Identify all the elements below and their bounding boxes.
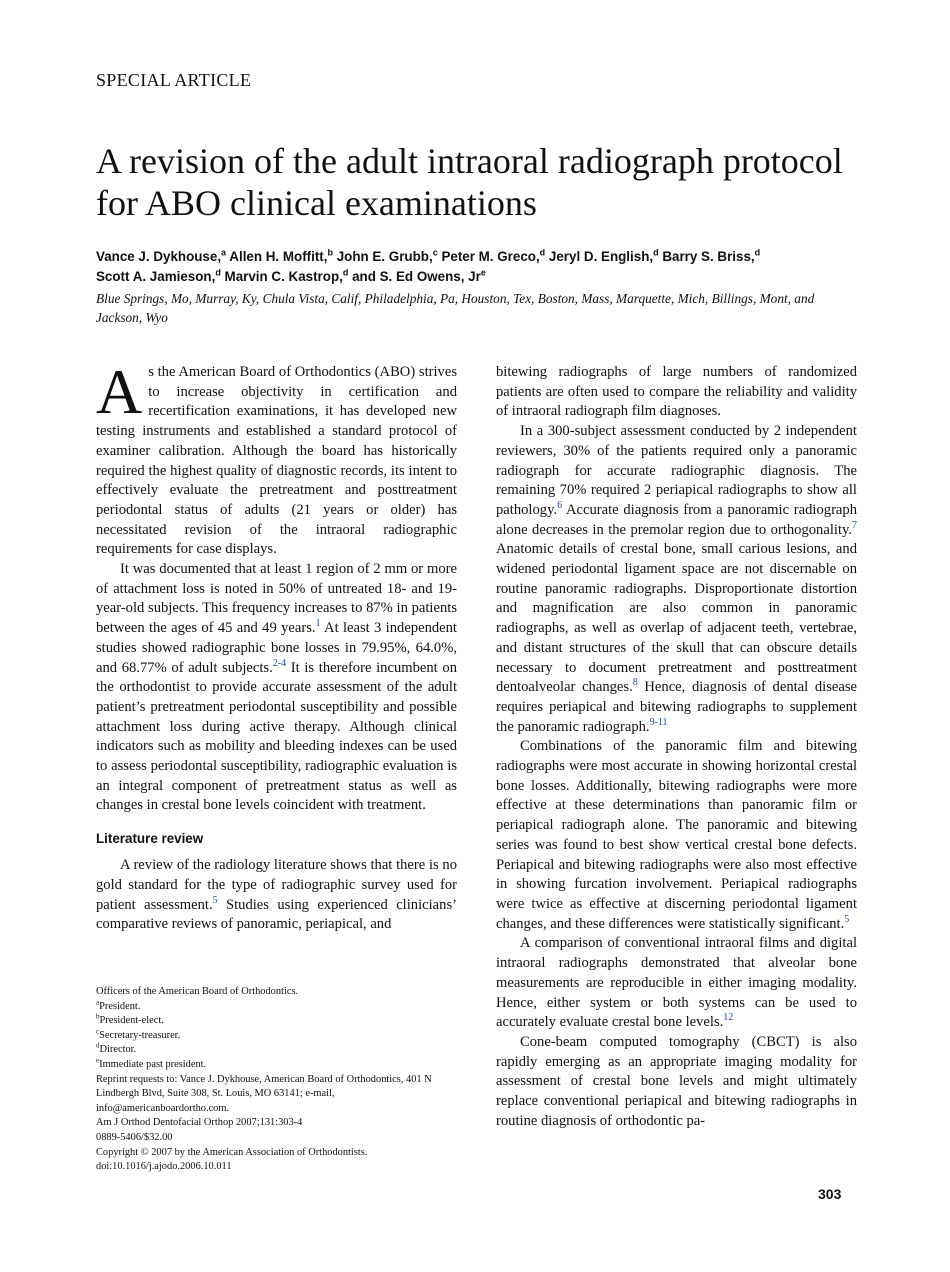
paragraph-text: It was documented that at least 1 region of 2 mm or more of attachment loss is noted in 50% of untreated 18- and 19-year-old subjects. This frequency increases to 87% in patients between the ages of 45 and 49 years. [96,561,457,637]
body-paragraph: Cone-beam computed tomography (CBCT) is also rapidly emerging as an appropriate imaging modality for assessment of crestal bone levels and might ultimately replace conventional periapical and bitewing radiographs in routine diagnosis of orthodontic pa- [496,1033,857,1129]
body-paragraph [496,422,857,737]
section-label: SPECIAL ARTICLE [96,70,252,90]
reference-link[interactable]: 12 [723,1012,734,1024]
paragraph-text: In a 300-subject assessment conducted by 2 independent reviewers, 30% of the patients required only a panoramic radiograph for accurate radiographic diagnosis. The remaining 70% required 2 periapical radiographs to show all pathology. [496,423,857,518]
author-affiliation-mark: d [342,267,349,278]
footnote-doi[interactable]: doi:10.1016/j.ajodo.2006.10.011 [96,1161,232,1173]
footnote-role [96,1043,457,1058]
footnote-copyright: Copyright © 2007 by the American Association of Orthodontists. [96,1146,368,1158]
author-affiliation-mark: e [480,267,486,278]
paragraph-text: s the American Board of Orthodontics (ABO) strives to increase objectivity in certification and recertification examinations, it has developed new testing instruments and established a standard protocol of examiner calibration. Although the board has historically required the highest quality of diagnostic records, its intent to effectively evaluate the pretreatment and posttreatment periodontal status of adults (21 years or older) has necessitated revision of the intraoral radiographic requirements for case displays. [96,364,457,558]
author-affiliation-mark: a [221,247,227,258]
left-column [96,356,457,935]
paragraph-text: Combinations of the panoramic film and bitewing radiographs were most accurate in showing horizontal crestal bone losses. Additionally, bitewing radiographs were more effective at these determinations than panoramic film or periapical radiograph alone. The panoramic and bitewing series was found to best show vertical crestal bone defects. Periapical and bitewing radiographs were also most effective in showing furcation involvement. Periapical radiographs were twice as effective at discerning periodontal ligament changes, and these differences were statistically significant. [496,738,857,932]
footnote-mark: a [96,998,100,1007]
footnote-role [96,1014,457,1029]
body-paragraph [496,934,857,1033]
paragraph-text: It is therefore incumbent on the orthodontist to provide accurate assessment of the adult patient’s pretreatment periodontal susceptibility and possible attachment loss during active therapy. Although clinical indicators such as mobility and bleeding indexes can be used to assess periodontal susceptibility, radiographic evaluation is an integral component of pretreatment status as well as changes in crestal bone levels coincident with treatment. [96,659,457,814]
footnote-mark: c [96,1027,100,1036]
intro-paragraph [96,356,457,560]
footnotes [96,985,457,1175]
footnote-role [96,1058,457,1073]
footnote-issn: 0889-5406/$32.00 [96,1131,173,1143]
reference-link[interactable]: 8 [632,677,638,689]
article-title: A revision of the adult intraoral radiograph protocol for ABO clinical examinations [96,141,843,223]
paragraph-text: Hence, diagnosis of dental disease requires periapical and bitewing radiographs to supplement the panoramic radiograph. [496,679,858,735]
author-name: Scott A. Jamieson, [96,269,216,284]
reference-link[interactable]: 5 [844,913,850,925]
paragraph-text: At least 3 independent studies showed radiographic bone losses in 79.95%, 64.0%, and 68.77% of adult subjects. [96,620,457,676]
author-name: and S. Ed Owens, Jr [352,269,481,284]
body-paragraph [96,856,457,935]
author-name: Allen H. Moffitt, [229,249,328,264]
author-affiliation-mark: d [539,247,546,258]
paragraph-text: Anatomic details of crestal bone, small carious lesions, and widened periodontal ligament space are not discernable on routine panoramic radiographs. Disproportionate distortion and magnification are also common in panoramic radiographs, as well as overlap of adjacent teeth, vertebrae, and distant structures of the skull that can obscure details necessary to document pretreatment and posttreatment dentoalveolar changes. [496,541,857,696]
reference-link[interactable]: 2-4 [272,657,287,669]
footnote-officers: Officers of the American Board of Orthodontics. [96,986,299,997]
body-paragraph [496,737,857,934]
body-paragraph: bitewing radiographs of large numbers of randomized patients are often used to compare the reliability and validity of intraoral radiograph film diagnoses. [496,364,857,420]
author-name: Barry S. Briss, [662,249,755,264]
reference-link[interactable]: 1 [315,618,321,630]
author-affiliation-mark: d [754,247,761,258]
drop-cap: A [96,356,143,427]
section-heading: Literature review [96,831,204,847]
paragraph-text: A review of the radiology literature shows that there is no gold standard for the type of radiographic survey used for patient assessment. [96,857,457,913]
footnote-mark: d [96,1041,100,1050]
author-name: John E. Grubb, [336,249,433,264]
footnote-mark: b [96,1012,100,1021]
author-list [96,247,856,287]
reference-link[interactable]: 6 [557,500,563,512]
page-number: 303 [818,1186,842,1202]
paragraph-text: A comparison of conventional intraoral films and digital intraoral radiographs demonstrated that alveolar bone measurements are reproducible in either imaging modality. Hence, either system or both systems can be used to accurately evaluate crestal bone levels. [496,935,857,1031]
author-affiliation-mark: b [327,247,333,258]
author-affiliation-mark: d [653,247,659,258]
author-affiliations: Blue Springs, Mo, Murray, Ky, Chula Vista, Calif, Philadelphia, Pa, Houston, Tex, Boston, Mass, Marquette, Mich, Billings, Mont, and Jackson, Wyo [96,291,815,325]
author-name: Marvin C. Kastrop, [224,269,343,284]
footnote-role-text: Immediate past president. [99,1058,207,1070]
footnote-role [96,1000,457,1015]
footnote-reprint: Reprint requests to: Vance J. Dykhouse, American Board of Orthodontics, 401 N Lindbergh Blvd, Suite 308, St. Louis, MO 63141; e-mail, info@americanboardortho.com. [96,1073,432,1114]
footnote-citation: Am J Orthod Dentofacial Orthop 2007;131:303-4 [96,1117,303,1129]
paragraph-text: Accurate diagnosis from a panoramic radiograph alone decreases in the premolar region due to orthogonality. [496,501,857,538]
author-affiliation-mark: c [432,247,438,258]
body-paragraph [96,560,457,816]
author-name: Peter M. Greco, [441,249,540,264]
right-column [496,363,857,1131]
footnote-role-text: President-elect. [99,1015,164,1027]
author-name: Jeryl D. English, [548,249,654,264]
footnote-role-text: Director. [99,1044,137,1056]
paragraph-text: Studies using experienced clinicians’ comparative reviews of panoramic, periapical, and [96,896,457,933]
footnote-mark: e [96,1056,100,1065]
reference-link[interactable]: 5 [212,894,218,906]
author-name: Vance J. Dykhouse, [96,249,222,264]
reference-link[interactable]: 7 [852,519,857,531]
footnote-role-text: Secretary-treasurer. [99,1029,181,1041]
footnote-role-text: President. [99,1000,141,1012]
reference-link[interactable]: 9-11 [649,716,668,728]
footnote-role [96,1029,457,1044]
author-affiliation-mark: d [215,267,221,278]
